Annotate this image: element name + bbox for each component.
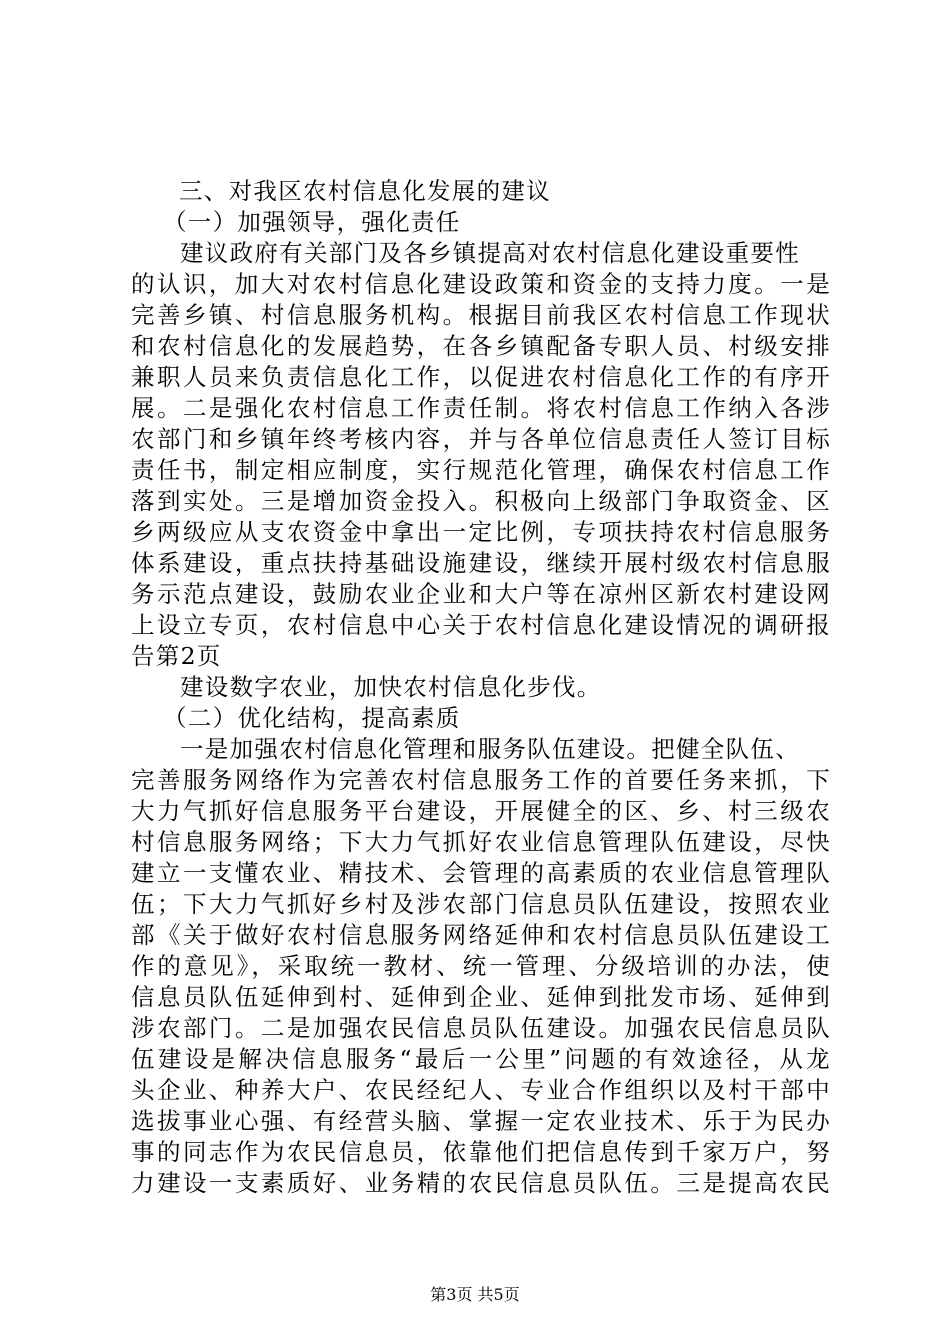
paragraph-line: 力建设一支素质好、业务精的农民信息员队伍。三是提高农民	[131, 1169, 831, 1197]
subsection-heading: （二）优化结构，提高素质	[163, 704, 461, 732]
paragraph-line: 落到实处。三是增加资金投入。积极向上级部门争取资金、区	[131, 487, 831, 515]
page-number-footer: 第3页 共5页	[430, 1285, 520, 1304]
paragraph-line: 展。二是强化农村信息工作责任制。将农村信息工作纳入各涉	[131, 394, 831, 422]
paragraph-line: 部《关于做好农村信息服务网络延伸和农村信息员队伍建设工	[131, 921, 831, 949]
paragraph-line: 建设数字农业，加快农村信息化步伐。	[180, 673, 602, 701]
paragraph-line: 责任书，制定相应制度，实行规范化管理，确保农村信息工作	[131, 456, 831, 484]
paragraph-line: 伍；下大力气抓好乡村及涉农部门信息员队伍建设，按照农业	[131, 890, 831, 918]
paragraph-line: 一是加强农村信息化管理和服务队伍建设。把健全队伍、	[180, 735, 800, 763]
paragraph-line: 农部门和乡镇年终考核内容，并与各单位信息责任人签订目标	[131, 425, 831, 453]
paragraph-line: 建议政府有关部门及各乡镇提高对农村信息化建设重要性	[180, 239, 800, 267]
paragraph-line: 信息员队伍延伸到村、延伸到企业、延伸到批发市场、延伸到	[131, 983, 831, 1011]
paragraph-line: 涉农部门。二是加强农民信息员队伍建设。加强农民信息员队	[131, 1014, 831, 1042]
paragraph-line: 大力气抓好信息服务平台建设，开展健全的区、乡、村三级农	[131, 797, 831, 825]
paragraph-line: 选拔事业心强、有经营头脑、掌握一定农业技术、乐于为民办	[131, 1107, 831, 1135]
paragraph-line: 村信息服务网络；下大力气抓好农业信息管理队伍建设，尽快	[131, 828, 831, 856]
paragraph-line: 伍建设是解决信息服务“最后一公里”问题的有效途径，从龙	[131, 1045, 831, 1073]
paragraph-line: 上设立专页，农村信息中心关于农村信息化建设情况的调研报	[131, 611, 831, 639]
paragraph-line: 乡两级应从支农资金中拿出一定比例，专项扶持农村信息服务	[131, 518, 831, 546]
paragraph-line: 完善服务网络作为完善农村信息服务工作的首要任务来抓，下	[131, 766, 831, 794]
paragraph-line: 兼职人员来负责信息化工作，以促进农村信息化工作的有序开	[131, 363, 831, 391]
paragraph-line: 事的同志作为农民信息员，依靠他们把信息传到千家万户，努	[131, 1138, 831, 1166]
paragraph-line: 和农村信息化的发展趋势，在各乡镇配备专职人员、村级安排	[131, 332, 831, 360]
paragraph-line: 建立一支懂农业、精技术、会管理的高素质的农业信息管理队	[131, 859, 831, 887]
subsection-heading: （一）加强领导，强化责任	[163, 208, 461, 236]
paragraph-line: 完善乡镇、村信息服务机构。根据目前我区农村信息工作现状	[131, 301, 831, 329]
paragraph-line: 作的意见》，采取统一教材、统一管理、分级培训的办法，使	[131, 952, 831, 980]
paragraph-line: 的认识，加大对农村信息化建设政策和资金的支持力度。一是	[131, 270, 831, 298]
section-heading: 三、对我区农村信息化发展的建议	[179, 177, 551, 205]
paragraph-line: 体系建设，重点扶持基础设施建设，继续开展村级农村信息服	[131, 549, 831, 577]
paragraph-line: 头企业、种养大户、农民经纪人、专业合作组织以及村干部中	[131, 1076, 831, 1104]
paragraph-line: 告第2页	[131, 642, 222, 670]
paragraph-line: 务示范点建设，鼓励农业企业和大户等在凉州区新农村建设网	[131, 580, 831, 608]
